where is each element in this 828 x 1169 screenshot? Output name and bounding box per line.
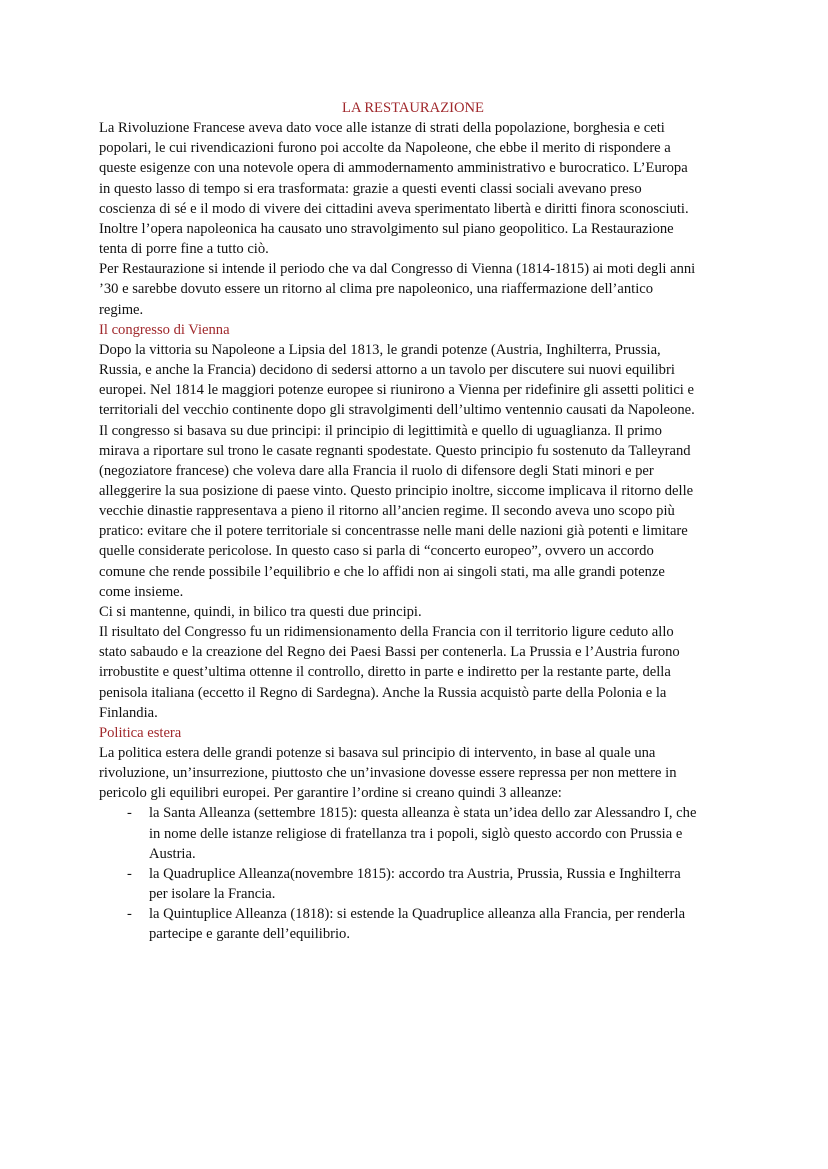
congresso-paragraph bbox=[99, 340, 739, 723]
text-line: queste esigenze con una notevole opera di ammodernamento amministrativo e burocratico. L’Europa bbox=[99, 160, 688, 177]
document-title: LA RESTAURAZIONE bbox=[342, 100, 484, 116]
text-line: irrobustite e quest’ultima ottenne il controllo, diretto in parte e indiretto per la restante parte, della bbox=[99, 664, 671, 681]
text-line: Il risultato del Congresso fu un ridimensionamento della Francia con il territorio ligure ceduto allo bbox=[99, 624, 674, 641]
text-line: pericolo gli equilibri europei. Per garantire l’ordine si creano quindi 3 alleanze: bbox=[99, 785, 562, 802]
text-line: per isolare la Francia. bbox=[149, 886, 276, 903]
text-line: la Quintuplice Alleanza (1818): si estende la Quadruplice alleanza alla Francia, per renderla bbox=[149, 906, 686, 923]
document-page bbox=[99, 98, 739, 945]
list-item bbox=[99, 803, 739, 863]
list-item bbox=[99, 904, 739, 944]
text-line: tenta di porre fine a tutto ciò. bbox=[99, 241, 269, 258]
text-line: europei. Nel 1814 le maggiori potenze europee si riunirono a Vienna per ridefinire gli assetti politici e bbox=[99, 382, 694, 399]
text-line: regime. bbox=[99, 301, 144, 318]
text-line: popolari, le cui rivendicazioni furono poi accolte da Napoleone, che ebbe il merito di rispondere a bbox=[99, 140, 671, 157]
text-line: in questo lasso di tempo si era trasformata: grazie a questi eventi classi sociali avevano preso bbox=[99, 180, 642, 197]
section-heading-congresso: Il congresso di Vienna bbox=[99, 321, 230, 338]
bullet-dash: - bbox=[127, 865, 132, 882]
text-line: Austria. bbox=[149, 845, 196, 862]
text-line: in nome delle istanze religiose di fratellanza tra i popoli, siglò questo accordo con Prussia e bbox=[149, 825, 683, 842]
text-line: la Quadruplice Alleanza(novembre 1815): accordo tra Austria, Prussia, Russia e Inghilterra bbox=[149, 865, 681, 882]
text-line: Per Restaurazione si intende il periodo che va dal Congresso di Vienna (1814-1815) ai moti degli anni bbox=[99, 261, 696, 278]
text-line: la Santa Alleanza (settembre 1815): questa alleanza è stata un’idea dello zar Alessandro I, che bbox=[149, 805, 697, 822]
intro-paragraph bbox=[99, 118, 739, 320]
text-line: pratico: evitare che il potere territoriale si concentrasse nelle mani delle nazioni già potenti e limitare bbox=[99, 523, 688, 540]
text-line: stato sabaudo e la creazione del Regno dei Paesi Bassi per contenerla. La Prussia e l’Austria furono bbox=[99, 644, 680, 661]
text-line: mirava a riportare sul trono le casate regnanti spodestate. Questo principio fu sostenuto da Talleyrand bbox=[99, 442, 691, 459]
text-line: coscienza di sé e il modo di vivere dei cittadini aveva sperimentato libertà e diritti finora sconosciuti. bbox=[99, 200, 689, 217]
text-line: La Rivoluzione Francese aveva dato voce alle istanze di strati della popolazione, borghesia e ceti bbox=[99, 120, 665, 137]
text-line: Inoltre l’opera napoleonica ha causato uno stravolgimento sul piano geopolitico. La Restaurazione bbox=[99, 220, 674, 237]
text-line: territoriali del vecchio continente dopo gli stravolgimenti dell’ultimo ventennio causati da Napoleone. bbox=[99, 402, 695, 419]
text-line: Dopo la vittoria su Napoleone a Lipsia del 1813, le grandi potenze (Austria, Inghilterra, Prussia, bbox=[99, 341, 661, 358]
text-line: partecipe e garante dell’equilibrio. bbox=[149, 926, 350, 943]
text-line: Il congresso si basava su due principi: il principio di legittimità e quello di uguaglianza. Il primo bbox=[99, 422, 662, 439]
politica-estera-paragraph bbox=[99, 743, 739, 803]
list-item bbox=[99, 864, 739, 904]
text-line: ’30 e sarebbe dovuto essere un ritorno al clima pre napoleonico, una riaffermazione dell’antico bbox=[99, 281, 654, 298]
text-line: Finlandia. bbox=[99, 704, 158, 721]
alliances-list bbox=[99, 803, 739, 944]
text-line: (negoziatore francese) che voleva dare alla Francia il ruolo di difensore degli Stati minori e per bbox=[99, 462, 654, 479]
text-line: come insieme. bbox=[99, 583, 184, 600]
text-line: Ci si mantenne, quindi, in bilico tra questi due principi. bbox=[99, 603, 422, 620]
section-heading-politica-estera: Politica estera bbox=[99, 724, 182, 741]
text-line: Russia, e anche la Francia) decidono di sedersi attorno a un tavolo per discutere sui nuovi equilibri bbox=[99, 362, 675, 379]
text-line: penisola italiana (eccetto il Regno di Sardegna). Anche la Russia acquistò parte della Polonia e la bbox=[99, 684, 667, 701]
text-line: La politica estera delle grandi potenze si basava sul principio di intervento, in base al quale una bbox=[99, 745, 656, 761]
bullet-dash: - bbox=[127, 805, 132, 822]
text-line: comune che rende possibile l’equilibrio e che lo affidi non ai singoli stati, ma alle grandi potenze bbox=[99, 563, 665, 580]
text-line: quelle considerate pericolose. In questo caso si parla di “concerto europeo”, ovvero un accordo bbox=[99, 543, 654, 560]
text-line: rivoluzione, un’insurrezione, piuttosto che un’invasione dovesse essere repressa per non mettere in bbox=[99, 765, 677, 782]
text-line: vecchie dinastie rappresentava a pieno il ritorno all’ancien regime. Il secondo aveva uno scopo più bbox=[99, 503, 675, 520]
bullet-dash: - bbox=[127, 906, 132, 923]
text-line: alleggerire la sua posizione di paese vinto. Questo principio inoltre, siccome implicava il ritorno delle bbox=[99, 482, 694, 499]
